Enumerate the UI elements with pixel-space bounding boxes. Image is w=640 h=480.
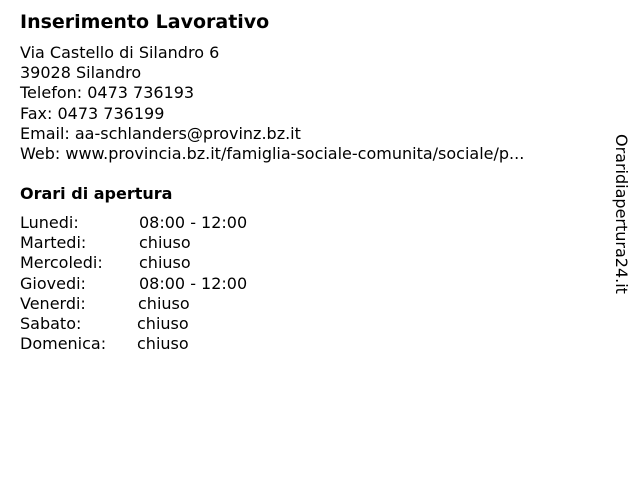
website-link: Web: www.provincia.bz.it/famiglia-sociale-comunita/sociale/p... — [20, 143, 525, 163]
street-address: Via Castello di Silandro 6 — [20, 43, 220, 62]
time-value: 08:00 - 12:00 — [139, 213, 248, 232]
site-watermark — [614, 134, 634, 308]
page-title: Inserimento Lavorativo — [20, 11, 270, 33]
time-value: chiuso — [139, 253, 191, 273]
site-watermark-text: Oraridiapertura24.it — [612, 134, 631, 294]
contact-block — [20, 43, 524, 164]
time-value: 08:00 - 12:00 — [139, 273, 248, 293]
day-label: Sabato: — [20, 313, 82, 333]
time-value: chiuso — [137, 313, 189, 333]
time-value: chiuso — [139, 233, 191, 253]
day-label: Domenica: — [20, 334, 107, 354]
time-value: chiuso — [137, 334, 189, 354]
time-value: chiuso — [138, 293, 190, 313]
day-label: Venerdi: — [20, 293, 86, 313]
city-postal: 39028 Silandro — [20, 63, 142, 83]
day-label: Martedi: — [20, 233, 87, 253]
opening-hours-heading: Orari di apertura — [20, 184, 173, 203]
phone-number: Telefon: 0473 736193 — [20, 83, 195, 103]
fax-number: Fax: 0473 736199 — [20, 103, 165, 123]
day-label: Lunedi: — [20, 213, 79, 232]
day-label: Mercoledi: — [20, 253, 103, 273]
day-label: Giovedi: — [20, 273, 86, 293]
email-address: Email: aa-schlanders@provinz.bz.it — [20, 123, 301, 143]
